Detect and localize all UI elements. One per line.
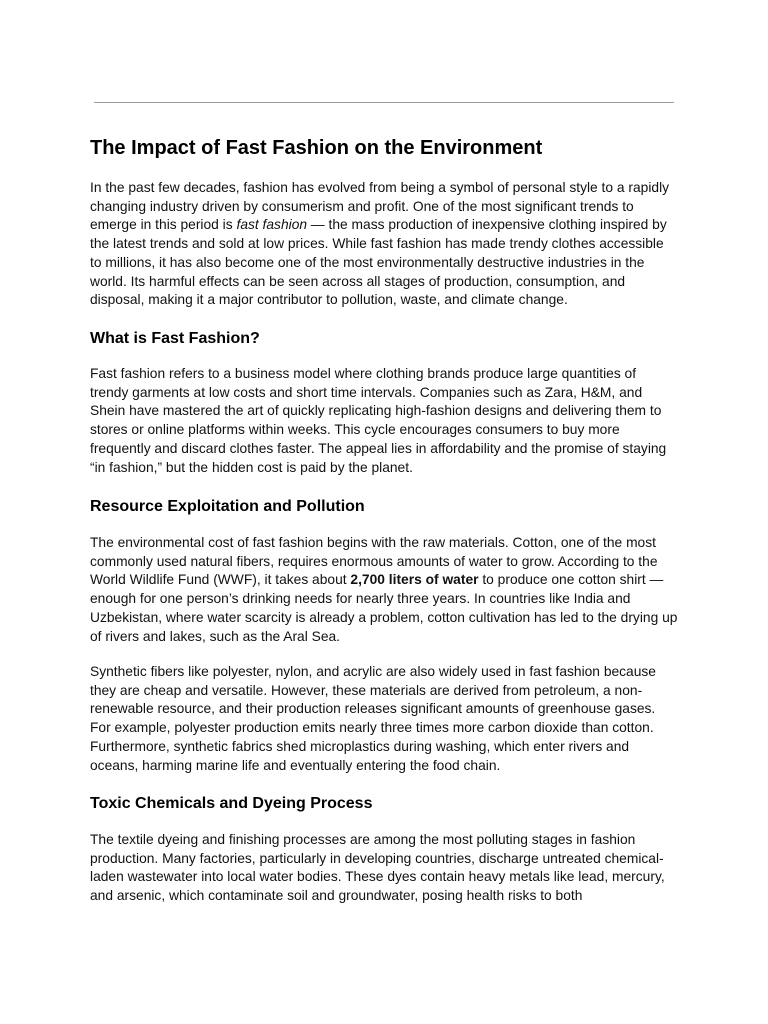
intro-paragraph	[90, 179, 678, 310]
intro-emphasis: fast fashion	[236, 217, 308, 233]
water-figure-bold: 2,700 liters of water	[350, 572, 479, 588]
section-heading-what-is-fast-fashion: What is Fast Fashion?	[90, 330, 260, 347]
intro-text-start: In the past few decades, fashion has evolved from being a symbol of personal style to a rapidly changing industry driven by consumerism and profit. One of the most significant trends to emerge in this period is	[90, 180, 670, 233]
section2-p1-start: The environmental cost of fast fashion begins with the raw materials. Cotton, one of the most commonly used natural fibers, requires enormous amounts of water to grow. According to the World Wildlife Fund (WWF), it takes about	[90, 535, 658, 588]
section2-p1-end: to produce one cotton shirt — enough for one person’s drinking needs for nearly three years. In countries like India and Uzbekistan, where water scarcity is already a problem, cotton cultivation has led to the drying up of rivers and lakes, such as the Aral Sea.	[90, 572, 678, 644]
page-title: The Impact of Fast Fashion on the Environment	[90, 137, 543, 159]
document-page	[90, 0, 678, 1024]
section3-paragraph: The textile dyeing and finishing processes are among the most polluting stages in fashion production. Many factories, particularly in developing countries, discharge untreated chemical-laden wastewater into local water bodies. These dyes contain heavy metals like lead, mercury, and arsenic, which contaminate soil and groundwater, posing health risks to both	[90, 832, 665, 904]
section1-paragraph: Fast fashion refers to a business model where clothing brands produce large quantities of trendy garments at low costs and short time intervals. Companies such as Zara, H&M, and Shein have mastered the art of quickly replicating high-fashion designs and delivering them to stores or online platforms within weeks. This cycle encourages consumers to buy more frequently and discard clothes faster. The appeal lies in affordability and the promise of staying “in fashion,” but the hidden cost is paid by the planet.	[90, 366, 667, 475]
intro-text-end: — the mass production of inexpensive clothing inspired by the latest trends and sold at low prices. While fast fashion has made trendy clothes accessible to millions, it has also become one of the most environmentally destructive industries in the world. Its harmful effects can be seen across all stages of production, consumption, and disposal, making it a major contributor to pollution, waste, and climate change.	[90, 217, 667, 308]
section-heading-toxic-chemicals: Toxic Chemicals and Dyeing Process	[90, 795, 373, 812]
section2-paragraph-2: Synthetic fibers like polyester, nylon, and acrylic are also widely used in fast fashion because they are cheap and versatile. However, these materials are derived from petroleum, a non-renewable resource, and their production releases significant amounts of greenhouse gases. For example, polyester production emits nearly three times more carbon dioxide than cotton. Furthermore, synthetic fabrics shed microplastics during washing, which enter rivers and oceans, harming marine life and eventually entering the food chain.	[90, 664, 656, 773]
top-divider	[94, 102, 674, 103]
section-heading-resource-exploitation: Resource Exploitation and Pollution	[90, 498, 365, 515]
section2-paragraph-1	[90, 534, 678, 646]
